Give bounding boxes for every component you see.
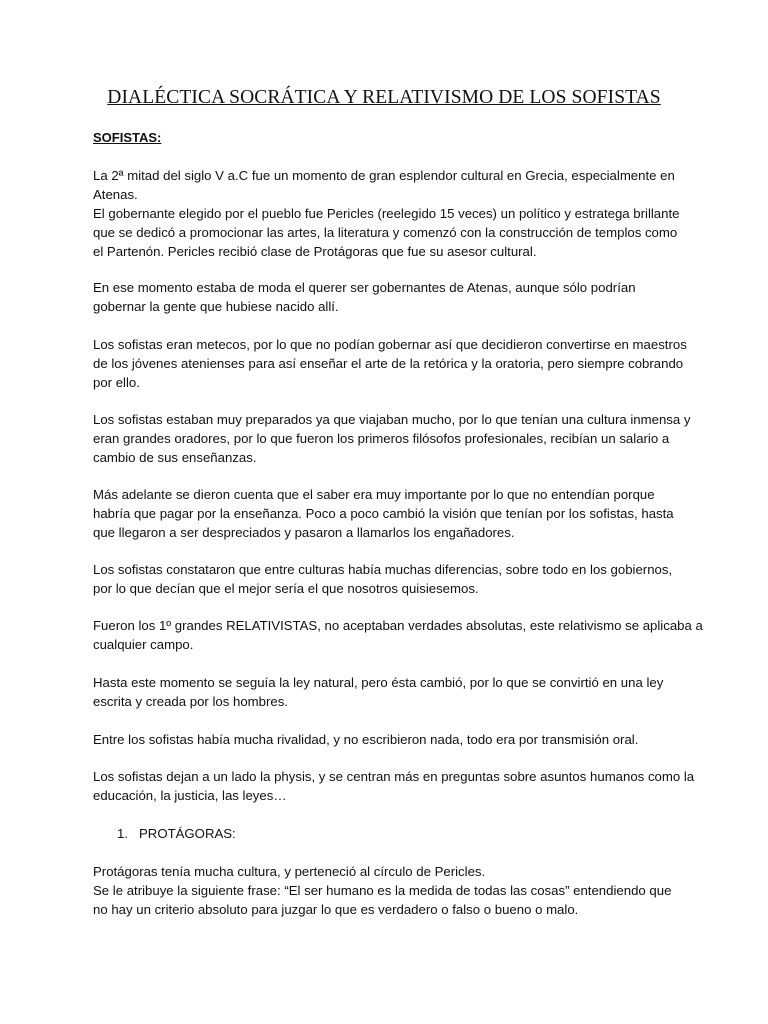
paragraph-line: que se dedicó a promocionar las artes, la literatura y comenzó con la construcción de templos como bbox=[93, 224, 678, 240]
paragraph-line: educación, la justicia, las leyes… bbox=[93, 787, 287, 803]
paragraph-line: Los sofistas eran metecos, por lo que no podían gobernar así que decidieron convertirse en maestros bbox=[93, 337, 687, 352]
paragraph-line: por lo que decían que el mejor sería el que nosotros quisiesemos. bbox=[93, 580, 479, 596]
paragraph-line: Hasta este momento se seguía la ley natural, pero ésta cambió, por lo que se convirtió en una ley bbox=[93, 675, 664, 690]
paragraph-7 bbox=[93, 617, 703, 655]
paragraph-5 bbox=[93, 486, 685, 543]
paragraph-1 bbox=[93, 167, 685, 262]
paragraph-line: cualquier campo. bbox=[93, 636, 194, 652]
paragraph-line: Entre los sofistas había mucha rivalidad, y no escribieron nada, todo era por transmisión oral. bbox=[93, 732, 639, 747]
paragraph-line: habría que pagar por la enseñanza. Poco a poco cambió la visión que tenían por los sofistas, hasta bbox=[93, 505, 674, 521]
paragraph-line: Atenas. bbox=[93, 186, 138, 202]
paragraph-protagoras bbox=[93, 863, 685, 920]
paragraph-line: el Partenón. Pericles recibió clase de Protágoras que fue su asesor cultural. bbox=[93, 243, 537, 259]
paragraph-line: Los sofistas constataron que entre culturas había muchas diferencias, sobre todo en los gobiernos, bbox=[93, 562, 673, 577]
paragraph-line: Más adelante se dieron cuenta que el saber era muy importante por lo que no entendían porque bbox=[93, 487, 655, 502]
paragraph-line: eran grandes oradores, por lo que fueron los primeros filósofos profesionales, recibían un salario a bbox=[93, 430, 670, 446]
paragraph-line: Los sofistas estaban muy preparados ya que viajaban mucho, por lo que tenían una cultura inmensa y bbox=[93, 412, 691, 427]
section-heading-sofistas: SOFISTAS: bbox=[93, 130, 162, 145]
list-number: 1. bbox=[117, 826, 128, 841]
paragraph-line: Fueron los 1º grandes RELATIVISTAS, no aceptaban verdades absolutas, este relativismo se aplicaba a bbox=[93, 618, 703, 633]
numbered-heading-label: PROTÁGORAS: bbox=[139, 826, 236, 841]
paragraph-6 bbox=[93, 561, 685, 599]
paragraph-line: no hay un criterio absoluto para juzgar lo que es verdadero o falso o bueno o malo. bbox=[93, 901, 579, 917]
paragraph-line: En ese momento estaba de moda el querer ser gobernantes de Atenas, aunque sólo podrían bbox=[93, 280, 636, 295]
paragraph-line: Protágoras tenía mucha cultura, y perteneció al círculo de Pericles. bbox=[93, 864, 486, 879]
document-title: DIALÉCTICA SOCRÁTICA Y RELATIVISMO DE LOS SOFISTAS bbox=[107, 87, 661, 108]
paragraph-4 bbox=[93, 411, 691, 468]
paragraph-line: de los jóvenes atenienses para así enseñar el arte de la retórica y la oratoria, pero siempre cobrando bbox=[93, 355, 684, 371]
paragraph-2 bbox=[93, 279, 685, 317]
paragraph-3 bbox=[93, 336, 685, 393]
paragraph-10 bbox=[93, 768, 695, 806]
paragraph-line: gobernar la gente que hubiese nacido allí. bbox=[93, 298, 339, 314]
numbered-heading-protagoras bbox=[117, 825, 236, 843]
paragraph-line: por ello. bbox=[93, 374, 140, 390]
paragraph-8 bbox=[93, 674, 685, 712]
paragraph-line: Los sofistas dejan a un lado la physis, y se centran más en preguntas sobre asuntos humanos como la bbox=[93, 769, 695, 784]
paragraph-line: escrita y creada por los hombres. bbox=[93, 693, 288, 709]
paragraph-line: que llegaron a ser despreciados y pasaron a llamarlos los engañadores. bbox=[93, 524, 515, 540]
paragraph-line: Se le atribuye la siguiente frase: “El ser humano es la medida de todas las cosas” entendiendo que bbox=[93, 882, 672, 898]
paragraph-9 bbox=[93, 731, 685, 750]
paragraph-line: cambio de sus enseñanzas. bbox=[93, 449, 257, 465]
paragraph-line: El gobernante elegido por el pueblo fue Pericles (reelegido 15 veces) un político y estratega brillante bbox=[93, 205, 680, 221]
paragraph-line: La 2ª mitad del siglo V a.C fue un momento de gran esplendor cultural en Grecia, especialmente en bbox=[93, 168, 675, 183]
